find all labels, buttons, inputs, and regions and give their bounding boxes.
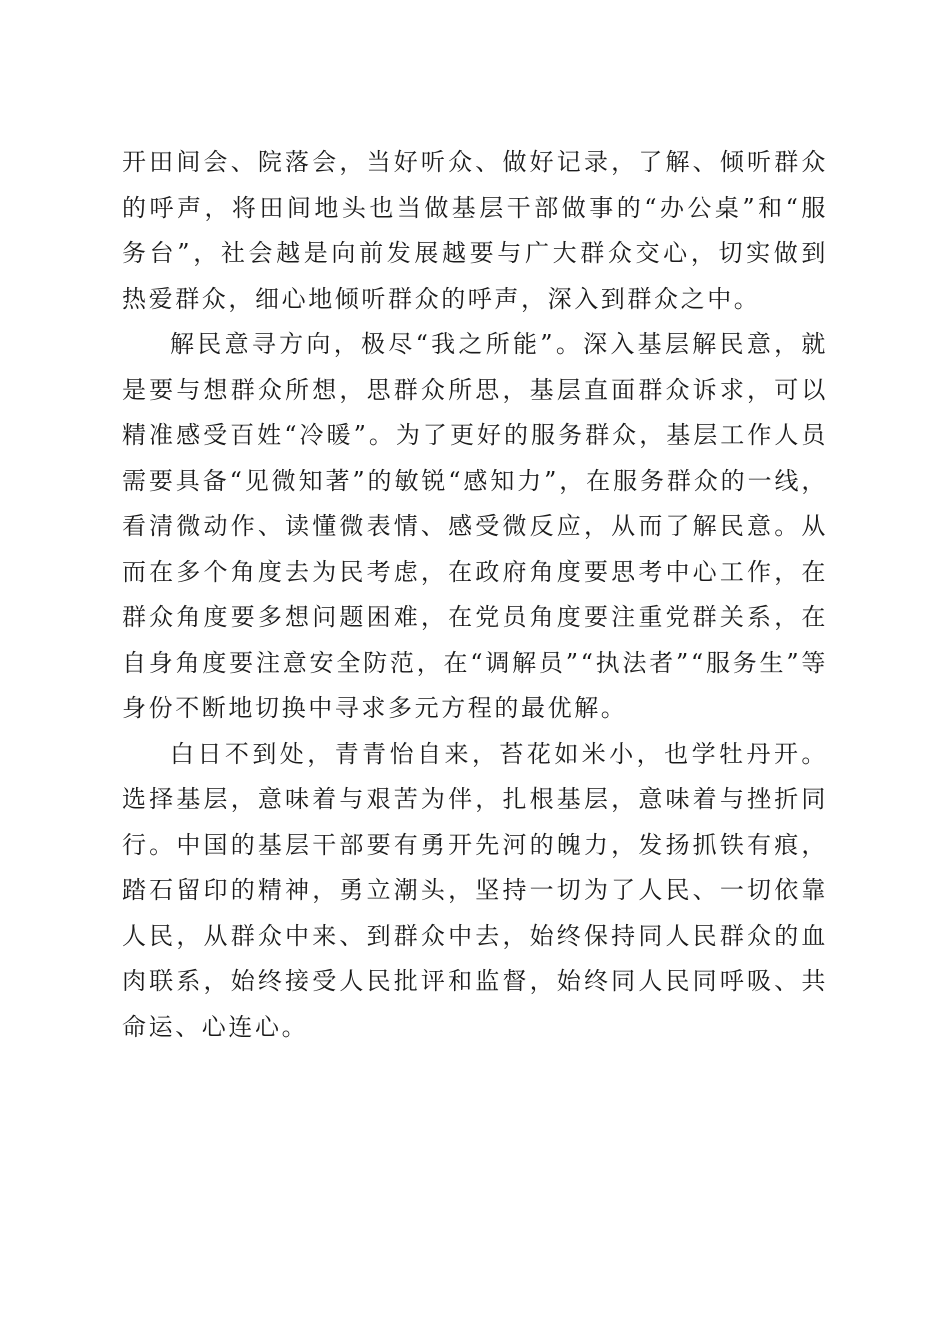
- paragraph-rooted-in-grassroots: 白日不到处，青青怡自来，苔花如米小，也学牡丹开。选择基层，意味着与艰苦为伴，扎根基层，意味着与挫折同行。中国的基层干部要有勇开先河的魄力，发扬抓铁有痕，踏石留印的精神，勇立潮头，坚持一切为了人民、一切依靠人民，从群众中来、到群众中去，始终保持同人民群众的血肉联系，始终接受人民批评和监督，始终同人民同呼吸、共命运、心连心。: [122, 739, 828, 1041]
- paragraph-continuation: 开田间会、院落会，当好听众、做好记录，了解、倾听群众的呼声，将田间地头也当做基层干部做事的“办公桌”和“服务台”，社会越是向前发展越要与广大群众交心，切实做到热爱群众，细心地倾听群众的呼声，深入到群众之中。: [122, 148, 828, 313]
- paragraph-understand-public-opinion: 解民意寻方向，极尽“我之所能”。深入基层解民意，就是要与想群众所想，思群众所思，基层直面群众诉求，可以精准感受百姓“冷暖”。为了更好的服务群众，基层工作人员需要具备“见微知著”的敏锐“感知力”，在服务群众的一线，看清微动作、读懂微表情、感受微反应，从而了解民意。从而在多个角度去为民考虑，在政府角度要思考中心工作，在群众角度要多想问题困难，在党员角度要注重党群关系，在自身角度要注意安全防范，在“调解员”“执法者”“服务生”等身份不断地切换中寻求多元方程的最优解。: [122, 330, 828, 722]
- document-body: [122, 140, 828, 1050]
